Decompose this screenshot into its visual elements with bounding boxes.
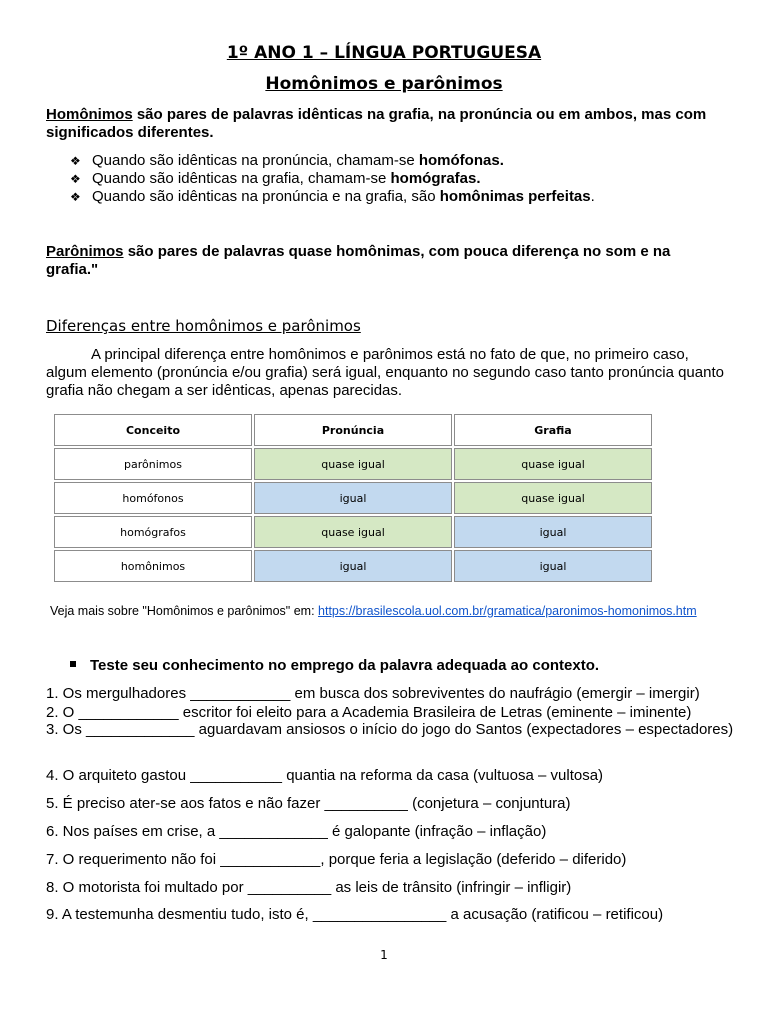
- table-cell: quase igual: [254, 516, 452, 548]
- table-cell: homófonos: [54, 482, 252, 514]
- diferencas-paragraph: [46, 346, 726, 400]
- bullet-bold-term: homógrafas.: [390, 170, 481, 187]
- homonimos-term: Homônimos: [46, 106, 133, 123]
- table-cell: parônimos: [54, 448, 252, 480]
- table-cell: quase igual: [454, 482, 652, 514]
- table-header-cell: Pronúncia: [254, 414, 452, 446]
- see-more-text: Veja mais sobre "Homônimos e parônimos" em:: [50, 604, 319, 618]
- bullet-bold-term: homófonas.: [418, 152, 504, 169]
- question-item: 7. O requerimento não foi ____________, porque feria a legislação (deferido – diferido): [46, 851, 627, 868]
- question-item: 6. Nos países em crise, a _____________ é galopante (infração – inflação): [46, 823, 547, 840]
- table-cell: quase igual: [254, 448, 452, 480]
- list-item: [70, 170, 595, 188]
- question-item: 5. É preciso ater-se aos fatos e não fazer __________ (conjetura – conjuntura): [46, 795, 571, 812]
- comparison-table: [52, 412, 654, 584]
- paronimos-definition: [46, 243, 726, 279]
- table-row: [54, 448, 652, 480]
- table-header-cell: Conceito: [54, 414, 252, 446]
- table-cell: quase igual: [454, 448, 652, 480]
- page-number: 1: [380, 948, 388, 962]
- diamond-bullet-icon: ❖: [70, 190, 81, 204]
- table-cell: homônimos: [54, 550, 252, 582]
- table-cell: igual: [454, 516, 652, 548]
- page-subtitle: Homônimos e parônimos: [265, 74, 503, 94]
- table-cell: homógrafos: [54, 516, 252, 548]
- table-cell: igual: [454, 550, 652, 582]
- exercise-heading: [70, 657, 599, 674]
- paronimos-definition-text: são pares de palavras quase homônimas, com pouca diferença no som e na grafia.": [46, 243, 671, 278]
- section-heading: Diferenças entre homônimos e parônimos: [46, 317, 361, 335]
- table-row: [54, 550, 652, 582]
- question-item: 9. A testemunha desmentiu tudo, isto é, ________________ a acusação (ratificou – retificou): [46, 906, 664, 923]
- source-link[interactable]: https://brasilescola.uol.com.br/gramatica/paronimos-homonimos.htm: [318, 604, 697, 618]
- bullet-text: Quando são idênticas na pronúncia, chamam-se: [92, 152, 419, 169]
- bullet-bold-term: homônimas perfeitas: [439, 188, 591, 205]
- bullet-text: Quando são idênticas na pronúncia e na grafia, são: [92, 188, 440, 205]
- paronimos-term: Parônimos: [46, 243, 124, 260]
- list-item: [70, 152, 595, 170]
- table-row: [54, 516, 652, 548]
- exercise-heading-text: Teste seu conhecimento no emprego da palavra adequada ao contexto.: [90, 657, 600, 674]
- table-header-cell: Grafia: [454, 414, 652, 446]
- homonimos-definition: [46, 106, 726, 142]
- square-bullet-icon: [70, 661, 76, 667]
- question-item: 4. O arquiteto gastou ___________ quantia na reforma da casa (vultuosa – vultosa): [46, 767, 604, 784]
- diamond-bullet-icon: ❖: [70, 172, 81, 186]
- question-item: 1. Os mergulhadores ____________ em busca dos sobreviventes do naufrágio (emergir – imergir): [46, 685, 700, 702]
- question-item: 3. Os _____________ aguardavam ansiosos o início do jogo do Santos (expectadores – espectadores): [46, 721, 734, 738]
- question-item: 2. O ____________ escritor foi eleito para a Academia Brasileira de Letras (eminente – iminente): [46, 704, 692, 721]
- list-item: [70, 188, 595, 206]
- page-title: 1º ANO 1 – LÍNGUA PORTUGUESA: [226, 43, 542, 63]
- table-cell: igual: [254, 482, 452, 514]
- homonimos-bullet-list: [70, 152, 595, 206]
- see-more-note: [50, 604, 697, 618]
- bullet-text: Quando são idênticas na grafia, chamam-se: [92, 170, 391, 187]
- table-row: [54, 482, 652, 514]
- bullet-tail: .: [590, 188, 595, 205]
- question-item: 8. O motorista foi multado por __________ as leis de trânsito (infringir – infligir): [46, 879, 572, 896]
- homonimos-definition-text: são pares de palavras idênticas na grafia, na pronúncia ou em ambos, mas com significados diferentes.: [46, 106, 707, 141]
- table-header-row: [54, 414, 652, 446]
- table-cell: igual: [254, 550, 452, 582]
- diamond-bullet-icon: ❖: [70, 154, 81, 168]
- diferencas-text: A principal diferença entre homônimos e parônimos está no fato de que, no primeiro caso, algum elemento (pronúncia e/ou grafia) será igual, enquanto no segundo caso tanto pronúncia quanto grafia não chegam a ser idênticas, apenas parecidas.: [46, 346, 724, 399]
